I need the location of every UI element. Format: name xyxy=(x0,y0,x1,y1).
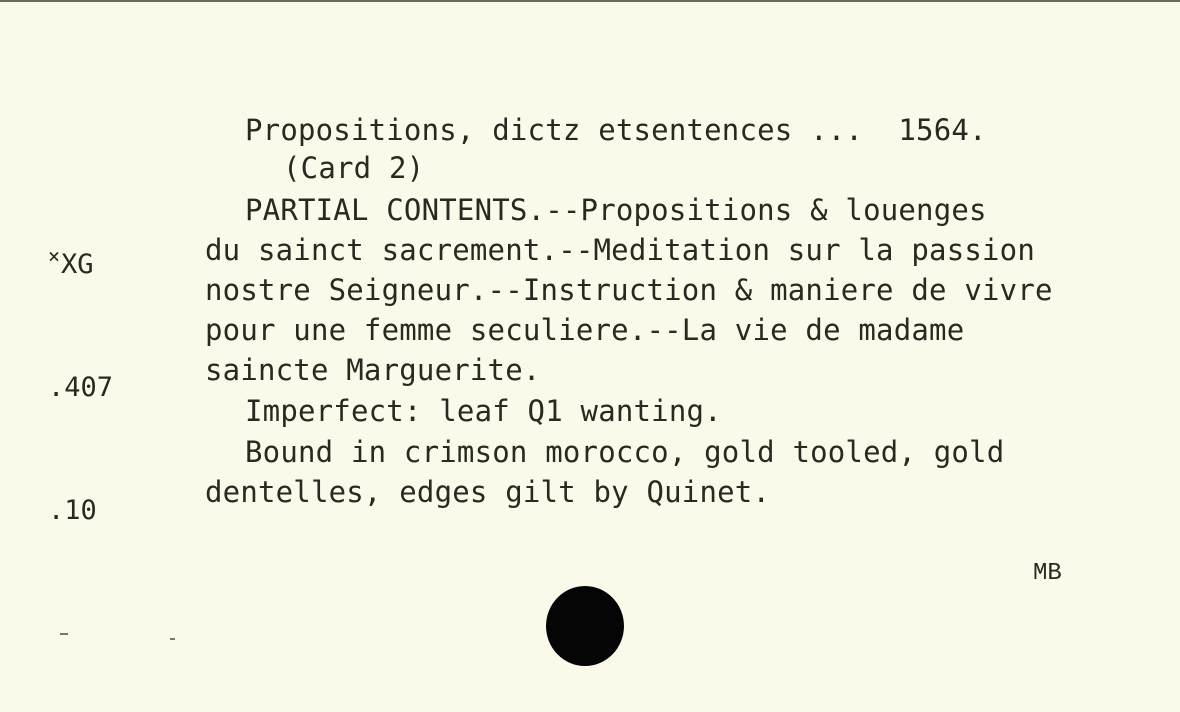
contents-line-1: PARTIAL CONTENTS.--Propositions & louenges xyxy=(245,193,987,227)
call-number xyxy=(48,154,113,613)
title-line: Propositions, dictz etsentences ... 1564. xyxy=(245,113,987,147)
contents-line-4: pour une femme seculiere.--La vie de madame xyxy=(205,313,965,347)
imperfect-note: Imperfect: leaf Q1 wanting. xyxy=(245,394,722,428)
call-number-line-2: .407 xyxy=(48,372,114,403)
binding-note-line-1: Bound in crimson morocco, gold tooled, gold xyxy=(245,435,1005,469)
call-number-line-3: .10 xyxy=(48,495,97,526)
cataloger-initials: MB xyxy=(1033,560,1062,587)
contents-line-3: nostre Seigneur.--Instruction & maniere de vivre xyxy=(205,273,1053,307)
binding-note-line-2: dentelles, edges gilt by Quinet. xyxy=(205,475,771,509)
call-number-mark: × xyxy=(48,244,61,268)
speck-mark xyxy=(60,633,68,635)
speck-mark xyxy=(170,638,175,640)
call-number-class: XG xyxy=(61,249,94,280)
contents-line-2: du sainct sacrement.--Meditation sur la passion xyxy=(205,233,1035,267)
card-number: (Card 2) xyxy=(283,151,425,185)
punch-hole xyxy=(546,586,624,666)
contents-line-5: saincte Marguerite. xyxy=(205,353,541,387)
call-number-line-1 xyxy=(48,236,113,285)
